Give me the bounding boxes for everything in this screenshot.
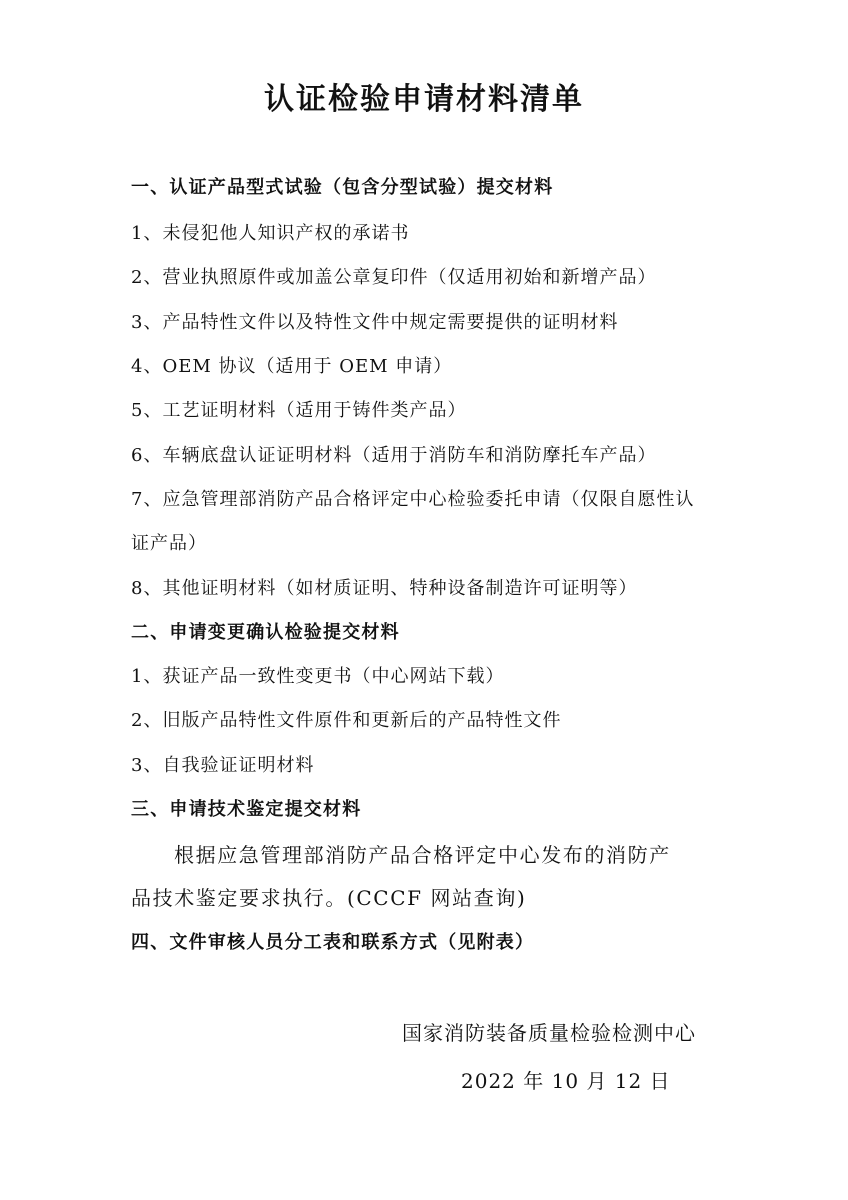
section-1-item-continued: 证产品） xyxy=(131,533,207,554)
section-1-item: 6、车辆底盘认证证明材料（适用于消防车和消防摩托车产品） xyxy=(131,445,657,466)
section-3-heading: 三、申请技术鉴定提交材料 xyxy=(131,799,362,820)
section-2-heading: 二、申请变更确认检验提交材料 xyxy=(131,622,400,643)
section-2-item: 3、自我验证证明材料 xyxy=(131,755,315,776)
section-1-item: 8、其他证明材料（如材质证明、特种设备制造许可证明等） xyxy=(131,578,638,599)
section-1-heading: 一、认证产品型式试验（包含分型试验）提交材料 xyxy=(131,177,554,198)
section-1-item: 2、营业执照原件或加盖公章复印件（仅适用初始和新增产品） xyxy=(131,267,657,288)
section-1-item: 3、产品特性文件以及特性文件中规定需要提供的证明材料 xyxy=(131,312,619,333)
section-4-heading: 四、文件审核人员分工表和联系方式（见附表） xyxy=(131,932,535,953)
section-2-item: 2、旧版产品特性文件原件和更新后的产品特性文件 xyxy=(131,710,562,731)
section-1-item: 5、工艺证明材料（适用于铸件类产品） xyxy=(131,400,467,421)
signature-organization: 国家消防装备质量检验检测中心 xyxy=(402,1021,696,1045)
section-1-item: 1、未侵犯他人知识产权的承诺书 xyxy=(131,223,410,244)
section-2-item: 1、获证产品一致性变更书（中心网站下载） xyxy=(131,666,505,687)
section-3-paragraph-line: 根据应急管理部消防产品合格评定中心发布的消防产 xyxy=(174,843,671,867)
section-3-paragraph-line: 品技术鉴定要求执行。(CCCF 网站查询) xyxy=(131,886,527,910)
section-1-item: 7、应急管理部消防产品合格评定中心检验委托申请（仅限自愿性认 xyxy=(131,489,695,510)
document-title: 认证检验申请材料清单 xyxy=(264,82,584,117)
signature-date: 2022 年 10 月 12 日 xyxy=(461,1069,671,1093)
section-1-item: 4、OEM 协议（适用于 OEM 申请） xyxy=(131,356,453,377)
